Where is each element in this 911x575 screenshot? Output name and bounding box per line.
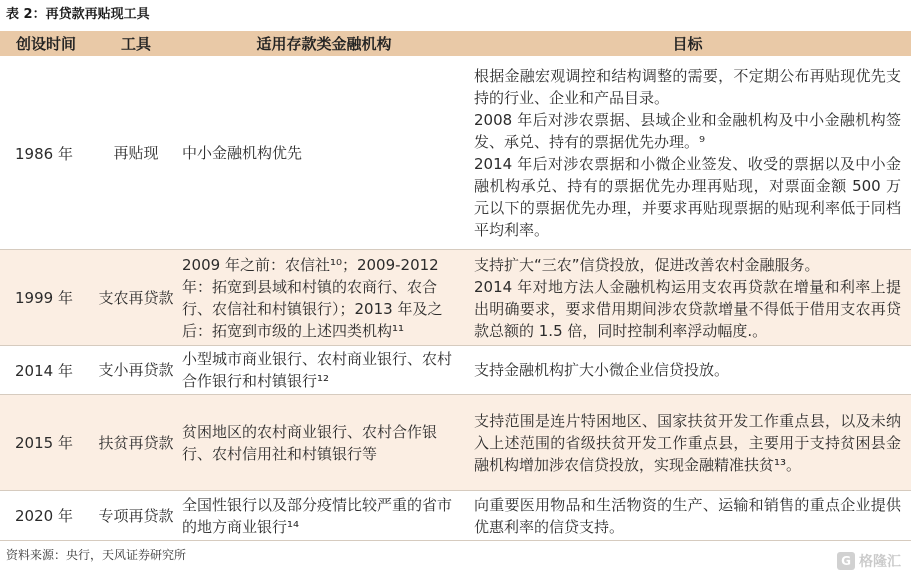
watermark-text: 格隆汇	[859, 554, 901, 570]
goal-paragraph: 支持金融机构扩大小微企业信贷投放。	[474, 361, 730, 379]
header-tool: 工具	[120, 34, 151, 53]
cell-tool: 支小再贷款	[98, 361, 174, 379]
cell-goals	[474, 250, 911, 345]
table-row	[0, 250, 911, 346]
goal-paragraph: 支持范围是连片特困地区、国家扶贫开发工作重点县，以及未纳入上述范围的省级扶贫开发工作重点县，主要用于支持贫困县金融机构增加涉农信贷投放，实现金融精准扶贫¹³。	[474, 411, 901, 474]
table-row	[0, 491, 911, 541]
table-row	[0, 346, 911, 395]
cell-goals	[474, 346, 911, 394]
institutions-text: 全国性银行以及部分疫情比较严重的省市的地方商业银行¹⁴	[182, 495, 453, 536]
cell-year: 2014 年	[15, 361, 73, 380]
institutions-text: 2009 年之前：农信社¹⁰；2009-2012 年：拓宽到县域和村镇的农商行、农合行、农信社和村镇银行）；2013 年及之后：拓宽到市级的上述四类机构¹¹	[182, 255, 443, 340]
institutions-text: 中小金融机构优先	[182, 144, 303, 162]
institutions-text: 贫困地区的农村商业银行、农村合作银行、农村信用社和村镇银行等	[182, 422, 438, 463]
cell-goals	[474, 491, 911, 540]
cell-year: 2015 年	[15, 434, 73, 452]
cell-year: 1986 年	[15, 144, 73, 163]
cell-institutions	[180, 250, 474, 345]
table-header	[0, 31, 911, 57]
policy-tools-table	[0, 31, 911, 541]
cell-institutions	[180, 346, 474, 394]
cell-goals	[474, 395, 911, 490]
cell-goals	[474, 57, 911, 249]
source-note: 资料来源：央行，天风证券研究所	[6, 548, 187, 562]
cell-institutions	[180, 395, 474, 490]
cell-tool: 扶贫再贷款	[98, 433, 174, 452]
cell-year: 1999 年	[15, 289, 73, 307]
header-year: 创设时间	[15, 34, 76, 53]
table-caption: 表 2：再贷款再贴现工具	[6, 7, 150, 22]
table-row	[0, 395, 911, 491]
goal-paragraph: 2014 年后对涉农票据和小微企业签发、收受的票据以及中小金融机构承兑、持有的票据优先办理再贴现，对票面金额 500 万元以下的票据优先办理，并要求再贴现票据的贴现利率低于同档平均利率。	[474, 155, 901, 239]
cell-tool: 再贴现	[113, 144, 159, 162]
cell-tool: 支农再贷款	[98, 288, 174, 307]
cell-year: 2020 年	[15, 507, 73, 525]
goal-paragraph: 2008 年后对涉农票据、县域企业和金融机构及中小金融机构签发、承兑、持有的票据优先办理。⁹	[474, 111, 901, 151]
header-institutions: 适用存款类金融机构	[256, 34, 392, 53]
cell-tool: 专项再贷款	[98, 506, 174, 525]
header-goals: 目标	[672, 34, 703, 53]
goal-paragraph: 根据金融宏观调控和结构调整的需要，不定期公布再贴现优先支持的行业、企业和产品目录。	[474, 67, 901, 107]
watermark-logo-icon: G	[837, 552, 855, 570]
cell-institutions	[180, 57, 474, 249]
goal-paragraph: 向重要医用物品和生活物资的生产、运输和销售的重点企业提供优惠利率的信贷支持。	[474, 495, 901, 536]
table-row	[0, 57, 911, 250]
institutions-text: 小型城市商业银行、农村商业银行、农村合作银行和村镇银行¹²	[182, 350, 453, 390]
goal-paragraph: 支持扩大“三农”信贷投放，促进改善农村金融服务。	[474, 255, 820, 274]
goal-paragraph: 2014 年对地方法人金融机构运用支农再贷款在增量和利率上提出明确要求，要求借用期间涉农贷款增量不得低于借用支农再贷款总额的 1.5 倍，同时控制利率浮动幅度.。	[474, 277, 901, 340]
watermark	[837, 551, 901, 571]
cell-institutions	[180, 491, 474, 540]
